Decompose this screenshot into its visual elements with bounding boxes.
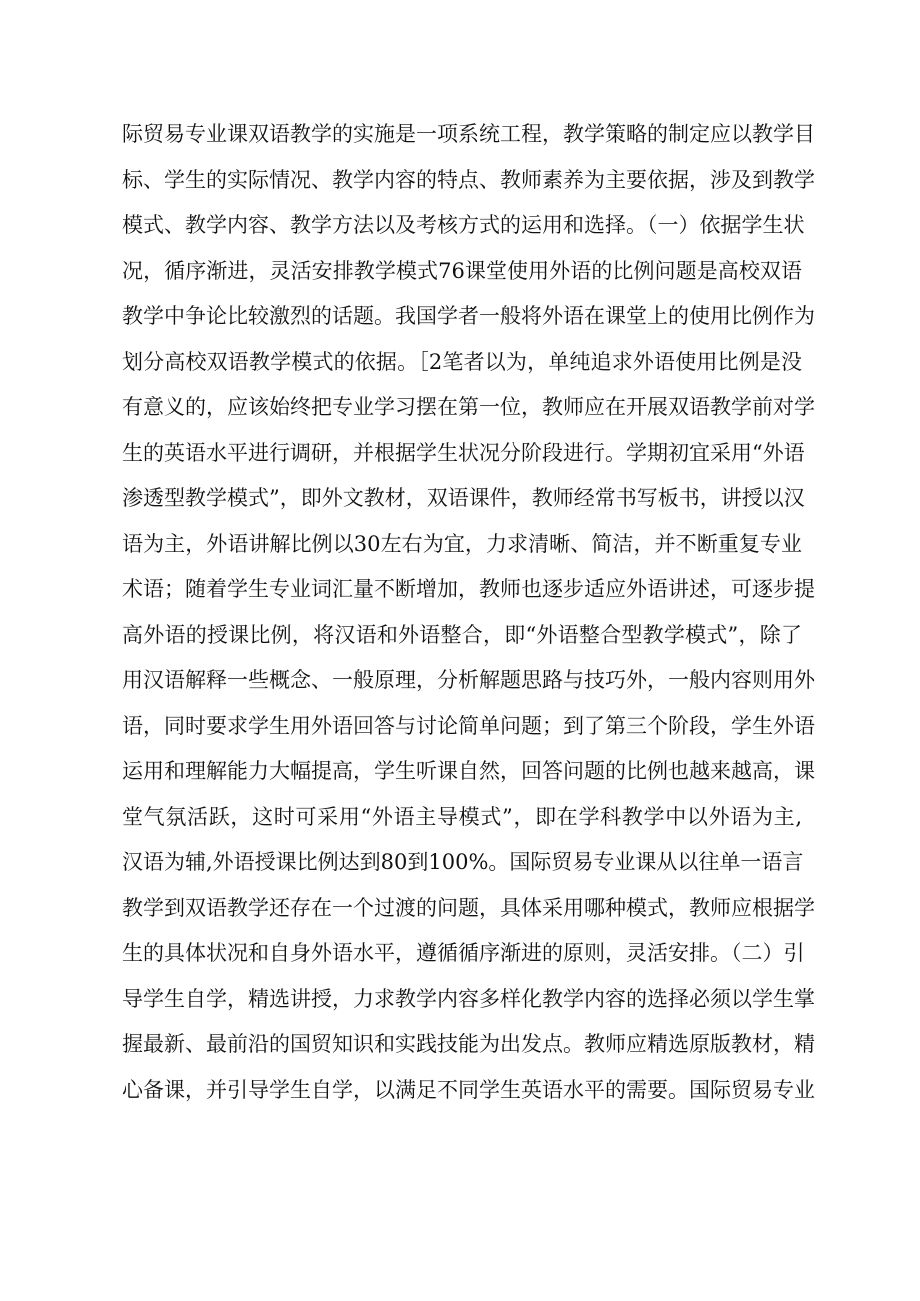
text-line: 际贸易专业课双语教学的实施是一项系统工程，教学策略的制定应以教学目 [122, 122, 815, 146]
text-line: 堂气氛活跃，这时可采用“外语主导模式”，即在学科教学中以外语为主, [122, 804, 802, 829]
text-line: 用汉语解释一些概念、一般原理，分析解题思路与技巧外，一般内容则用外 [122, 668, 815, 692]
text-line: 渗透型教学模式”，即外文教材，双语课件，教师经常书写板书，讲授以汉 [122, 486, 805, 510]
text-line: 术语；随着学生专业词汇量不断增加，教师也逐步适应外语讲述，可逐步提 [122, 577, 815, 601]
text-line: 划分高校双语教学模式的依据。［2笔者以为，单纯追求外语使用比例是没 [122, 349, 802, 374]
text-line: 导学生自学，精选讲授，力求教学内容多样化教学内容的选择必须以学生掌 [122, 986, 815, 1011]
text-line: 高外语的授课比例，将汉语和外语整合，即“外语整合型教学模式”，除了 [122, 622, 802, 647]
text-line: 语为主，外语讲解比例以30左右为宜，力求清晰、简洁，并不断重复专业 [122, 531, 802, 556]
text-line: 况，循序渐进，灵活安排教学模式76课堂使用外语的比例问题是高校双语 [122, 258, 802, 283]
body-paragraph [122, 112, 815, 1113]
text-line: 有意义的，应该始终把专业学习摆在第一位，教师应在开展双语教学前对学 [122, 395, 815, 419]
text-line: 教学中争论比较激烈的话题。我国学者一般将外语在课堂上的使用比例作为 [122, 304, 815, 328]
text-line: 生的具体状况和自身外语水平，遵循循序渐进的原则，灵活安排。（二）引 [122, 941, 805, 965]
text-line: 教学到双语教学还存在一个过渡的问题，具体采用哪种模式，教师应根据学 [122, 895, 815, 920]
text-line: 心备课，并引导学生自学，以满足不同学生英语水平的需要。国际贸易专业 [122, 1077, 815, 1102]
text-line: 汉语为辅,外语授课比例达到80到100%。国际贸易专业课从以往单一语言 [122, 850, 804, 874]
text-line: 运用和理解能力大幅提高，学生听课自然，回答问题的比例也越来越高，课 [122, 759, 815, 783]
text-line: 标、学生的实际情况、教学内容的特点、教师素养为主要依据，涉及到教学 [122, 167, 815, 192]
text-line: 模式、教学内容、教学方法以及考核方式的运用和选择。（一）依据学生状 [122, 213, 805, 237]
text-line: 语，同时要求学生用外语回答与讨论简单问题；到了第三个阶段，学生外语 [122, 713, 815, 738]
text-line: 生的英语水平进行调研，并根据学生状况分阶段进行。学期初宜采用“外语 [122, 440, 805, 465]
text-line: 握最新、最前沿的国贸知识和实践技能为出发点。教师应精选原版教材，精 [122, 1032, 815, 1056]
